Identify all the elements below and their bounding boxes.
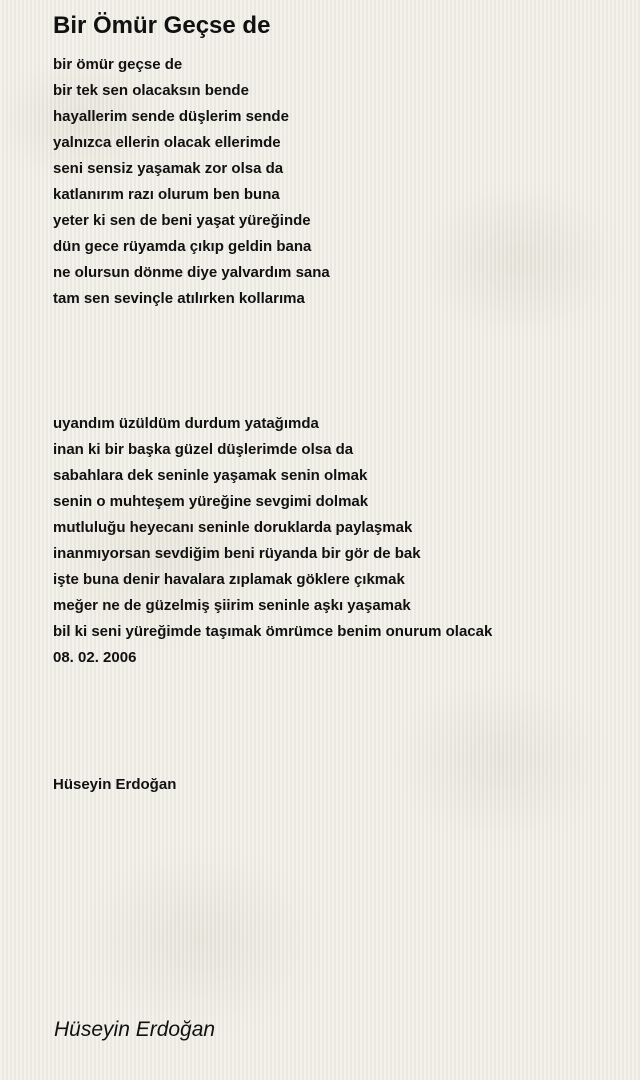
poem-line: dün gece rüyamda çıkıp geldin bana — [53, 238, 312, 255]
stanza-2 — [53, 411, 492, 671]
poem-line: yeter ki sen de beni yaşat yüreğinde — [53, 212, 311, 229]
poem-line: katlanırım razı olurum ben buna — [53, 186, 280, 203]
poem-line: senin o muhteşem yüreğine sevgimi dolmak — [53, 493, 369, 510]
poem-line: inanmıyorsan sevdiğim beni rüyanda bir gör de bak — [53, 545, 421, 562]
poem-line: bir tek sen olacaksın bende — [53, 82, 249, 99]
poem-line: uyandım üzüldüm durdum yatağımda — [53, 415, 319, 432]
poem-line: işte buna denir havalara zıplamak göklere çıkmak — [53, 571, 405, 588]
poem-line: yalnızca ellerin olacak ellerimde — [53, 134, 281, 151]
poem-date: 08. 02. 2006 — [53, 649, 137, 666]
poem-author: Hüseyin Erdoğan — [53, 776, 177, 793]
stanza-1 — [53, 52, 330, 312]
poem-line: seni sensiz yaşamak zor olsa da — [53, 160, 284, 177]
poem-page — [53, 0, 620, 1080]
poem-title: Bir Ömür Geçse de — [53, 12, 271, 39]
poem-line: ne olursun dönme diye yalvardım sana — [53, 264, 330, 281]
poem-line: hayallerim sende düşlerim sende — [53, 108, 289, 125]
poem-line: bil ki seni yüreğimde taşımak ömrümce benim onurum olacak — [53, 623, 493, 640]
poem-line: inan ki bir başka güzel düşlerimde olsa da — [53, 441, 354, 458]
poem-line: bir ömür geçse de — [53, 56, 183, 73]
poem-line: tam sen sevinçle atılırken kollarıma — [53, 290, 305, 307]
poem-line: meğer ne de güzelmiş şiirim seninle aşkı yaşamak — [53, 597, 411, 614]
poem-line: mutluluğu heyecanı seninle doruklarda paylaşmak — [53, 519, 413, 536]
author-signature: Hüseyin Erdoğan — [54, 1018, 216, 1041]
poem-line: sabahlara dek seninle yaşamak senin olmak — [53, 467, 368, 484]
